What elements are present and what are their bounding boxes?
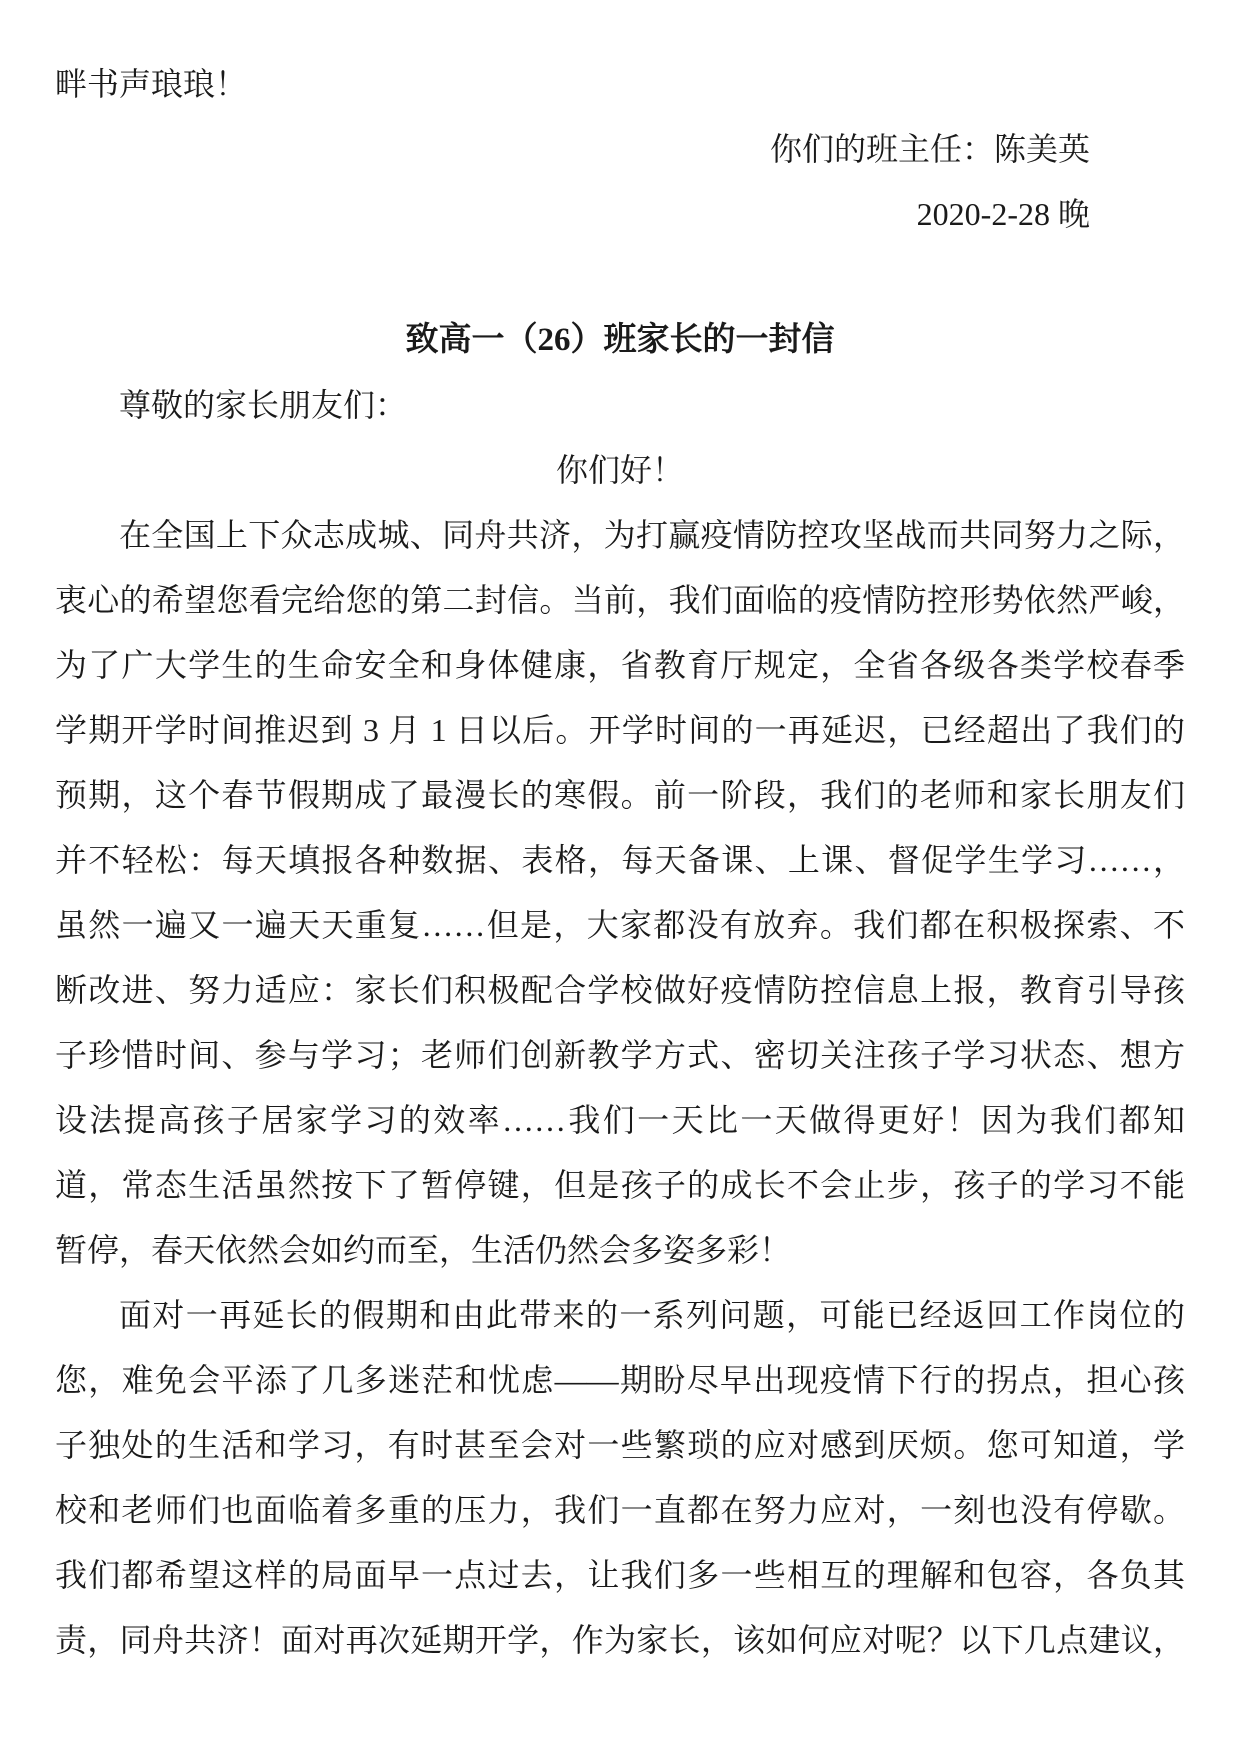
body-text-line: 校和老师们也面临着多重的压力，我们一直都在努力应对，一刻也没有停歇。 xyxy=(55,1492,1185,1528)
body-text-line: 责，同舟共济！面对再次延期开学，作为家长，该如何应对呢？以下几点建议， xyxy=(55,1622,1185,1658)
body-text-line: 并不轻松：每天填报各种数据、表格，每天备课、上课、督促学生学习……， xyxy=(55,842,1185,878)
letter-body xyxy=(55,503,1185,1673)
body-text-line: 衷心的希望您看完给您的第二封信。当前，我们面临的疫情防控形势依然严峻， xyxy=(55,582,1185,618)
previous-paragraph-tail: 畔书声琅琅！ xyxy=(55,66,248,102)
body-text-line: 暂停，春天依然会如约而至，生活仍然会多姿多彩！ xyxy=(55,1232,792,1268)
body-text-line: 您，难免会平添了几多迷茫和忧虑——期盼尽早出现疫情下行的拐点，担心孩 xyxy=(55,1362,1185,1398)
body-text-line: 我们都希望这样的局面早一点过去，让我们多一些相互的理解和包容，各负其 xyxy=(55,1557,1185,1593)
greeting: 你们好！ xyxy=(555,452,684,488)
body-text-line: 预期，这个春节假期成了最漫长的寒假。前一阶段，我们的老师和家长朋友们 xyxy=(55,777,1185,813)
date-line: 2020-2-28 晚 xyxy=(916,196,1090,232)
body-text-line: 在全国上下众志成城、同舟共济，为打赢疫情防控攻坚战而共同努力之际， xyxy=(119,517,1185,553)
body-text-line: 面对一再延长的假期和由此带来的一系列问题，可能已经返回工作岗位的 xyxy=(119,1297,1185,1333)
body-text-line: 子独处的生活和学习，有时甚至会对一些繁琐的应对感到厌烦。您可知道，学 xyxy=(55,1427,1185,1463)
body-text-line: 为了广大学生的生命安全和身体健康，省教育厅规定，全省各级各类学校春季 xyxy=(55,647,1185,683)
body-text-line: 断改进、努力适应：家长们积极配合学校做好疫情防控信息上报，教育引导孩 xyxy=(55,972,1185,1008)
salutation: 尊敬的家长朋友们： xyxy=(119,387,408,423)
body-text-line: 道，常态生活虽然按下了暂停键，但是孩子的成长不会止步，孩子的学习不能 xyxy=(55,1167,1185,1203)
body-text-line: 设法提高孩子居家学习的效率……我们一天比一天做得更好！因为我们都知 xyxy=(55,1102,1185,1138)
body-text-line: 虽然一遍又一遍天天重复……但是，大家都没有放弃。我们都在积极探索、不 xyxy=(55,907,1185,943)
body-text-line: 子珍惜时间、参与学习；老师们创新教学方式、密切关注孩子学习状态、想方 xyxy=(55,1037,1185,1073)
letter-title: 致高一（26）班家长的一封信 xyxy=(405,322,835,358)
body-text-line: 学期开学时间推迟到 3 月 1 日以后。开学时间的一再延迟，已经超出了我们的 xyxy=(55,712,1185,748)
signature-line: 你们的班主任：陈美英 xyxy=(769,131,1090,167)
